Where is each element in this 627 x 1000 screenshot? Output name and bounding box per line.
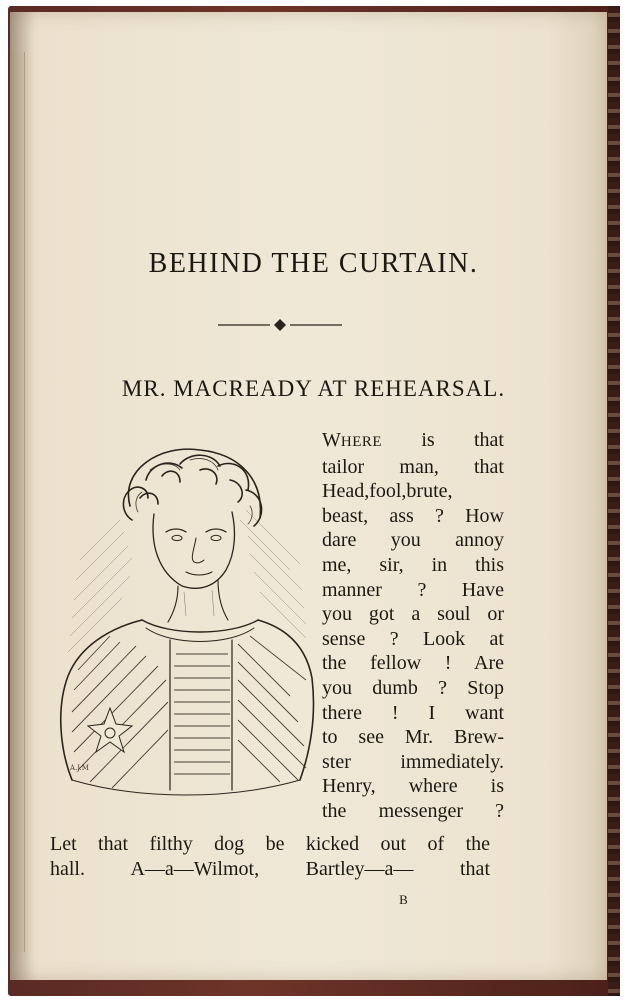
text-line: dare you annoy xyxy=(322,529,504,552)
wrapped-text-column xyxy=(322,428,504,824)
illustration-signature: A.J.M xyxy=(70,764,89,772)
text-line: sense ? Look at xyxy=(322,627,504,650)
signature-mark: B xyxy=(399,892,408,907)
text-line: you got a soul or xyxy=(322,603,504,626)
text-line: hall. A—a—Wilmot, Bartley—a— that xyxy=(50,857,490,880)
first-line-tail: is that xyxy=(421,429,504,451)
text-line: the fellow ! Are xyxy=(322,652,504,675)
first-line xyxy=(322,428,504,455)
text-line: manner ? Have xyxy=(322,578,504,601)
text-line: there ! I want xyxy=(322,701,504,724)
text-line: Let that filthy dog be kicked out of the xyxy=(50,833,490,855)
text-line: tailor man, that xyxy=(322,455,504,478)
text-line: the messenger ? xyxy=(322,799,504,822)
text-line: me, sir, in this xyxy=(322,553,504,576)
macready-portrait xyxy=(50,440,318,802)
title-ornament xyxy=(218,318,342,332)
drop-cap: W xyxy=(322,429,341,451)
chapter-title: BEHIND THE CURTAIN. xyxy=(148,248,479,279)
text-line: Henry, where is xyxy=(322,775,504,798)
small-caps-word: HERE xyxy=(340,434,383,450)
cover-marbled-edge xyxy=(608,6,620,996)
section-title: MR. MACREADY AT REHEARSAL. xyxy=(121,376,506,401)
text-line: ster immediately. xyxy=(322,750,504,773)
gutter-shadow xyxy=(10,12,34,980)
text-line: beast, ass ? How xyxy=(322,504,504,527)
text-line: Head,fool,brute, xyxy=(322,480,453,503)
text-line: to see Mr. Brew- xyxy=(322,726,504,749)
text-line: you dumb ? Stop xyxy=(322,676,504,699)
full-width-text xyxy=(50,832,490,881)
